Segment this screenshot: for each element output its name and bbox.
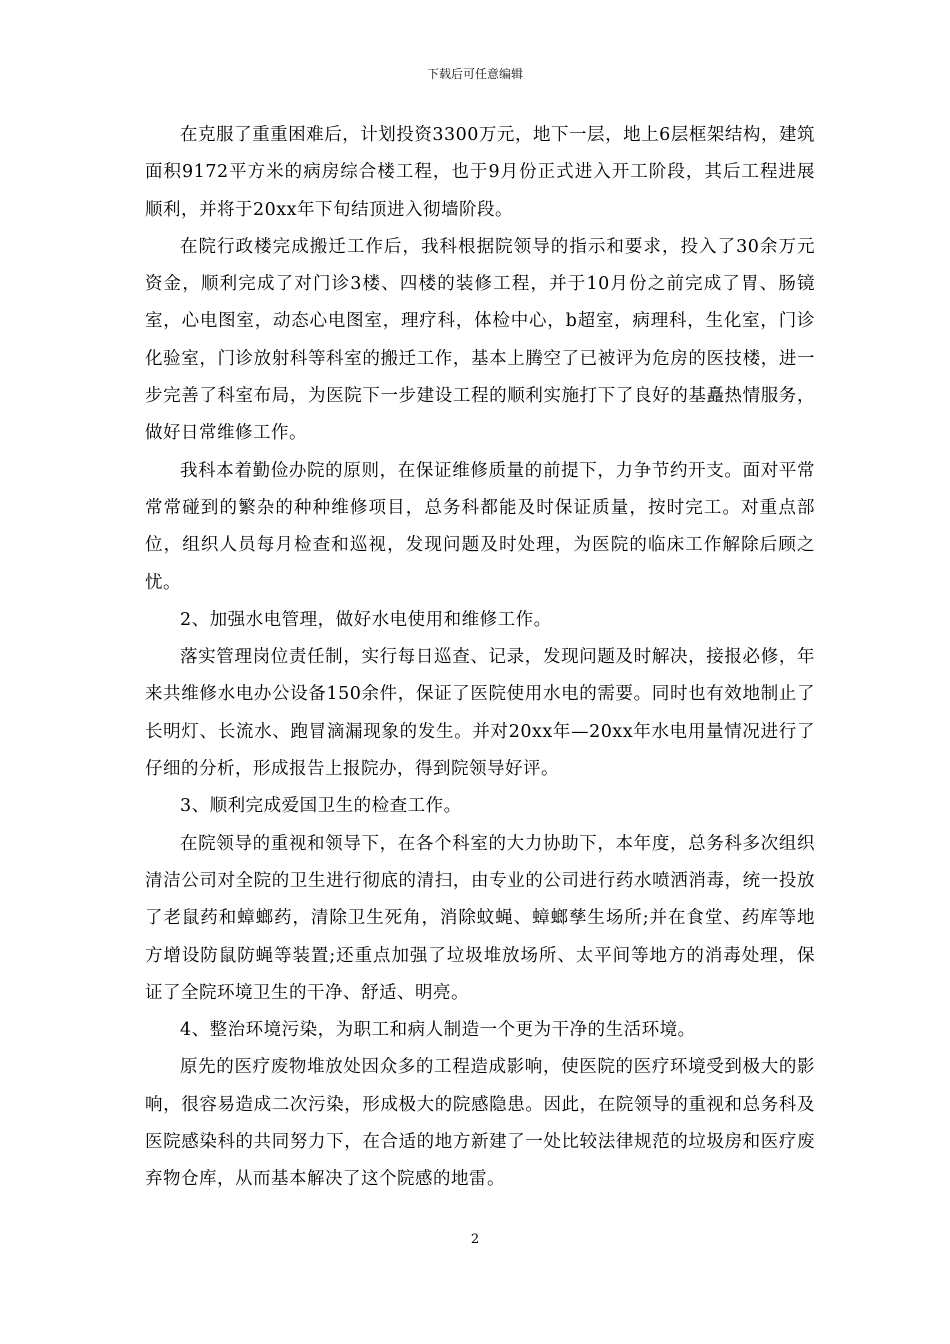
section-heading-4: 4、整治环境污染，为职工和病人制造一个更为干净的生活环境。 bbox=[180, 1020, 696, 1041]
paragraph-2: 在院行政楼完成搬迁工作后，我科根据院领导的指示和要求，投入了30余万元资金，顺利完成了对门诊3楼、四楼的装修工程，并于10月份之前完成了胃、肠镜室，心电图室，动态心电图室，理疗科，体检中心，b超室，病理科，生化室，门诊化验室，门诊放射科等科室的搬迁工作，基本上腾空了已被评为危房的医技楼，进一步完善了科室布局，为医院下一步建设工程的顺利实施打下了良好的基矗热情服务，做好日常维修工作。 bbox=[145, 236, 815, 444]
paragraph-5: 在院领导的重视和领导下，在各个科室的大力协助下，本年度，总务科多次组织清洁公司对全院的卫生进行彻底的清扫，由专业的公司进行药水喷洒消毒，统一投放了老鼠药和蟑螂药，清除卫生死角，消除蚊蝇、蟑螂孳生场所;并在食堂、药库等地方增设防鼠防蝇等装置;还重点加强了垃圾堆放场所、太平间等地方的消毒处理，保证了全院环境卫生的干净、舒适、明亮。 bbox=[145, 833, 815, 1003]
paragraph-6: 原先的医疗废物堆放处因众多的工程造成影响，使医院的医疗环境受到极大的影响，很容易造成二次污染，形成极大的院感隐患。因此，在院领导的重视和总务科及医院感染科的共同努力下，在合适的地方新建了一处比较法律规范的垃圾房和医疗废弃物仓库，从而基本解决了这个院感的地雷。 bbox=[145, 1057, 815, 1190]
paragraph-1: 在克服了重重困难后，计划投资3300万元，地下一层，地上6层框架结构，建筑面积9172平方米的病房综合楼工程，也于9月份正式进入开工阶段，其后工程进展顺利，并将于20xx年下旬结顶进入彻墙阶段。 bbox=[145, 125, 815, 220]
section-heading-2: 2、加强水电管理，做好水电使用和维修工作。 bbox=[180, 609, 552, 630]
paragraph-4: 落实管理岗位责任制，实行每日巡查、记录，发现问题及时解决，接报必修，年来共维修水电办公设备150余件，保证了医院使用水电的需要。同时也有效地制止了长明灯、长流水、跑冒滴漏现象的发生。并对20xx年—20xx年水电用量情况进行了仔细的分析，形成报告上报院办，得到院领导好评。 bbox=[145, 647, 815, 780]
paragraph-3: 我科本着勤俭办院的原则，在保证维修质量的前提下，力争节约开支。面对平常常常碰到的繁杂的种种维修项目，总务科都能及时保证质量，按时完工。对重点部位，组织人员每月检查和巡视，发现问题及时处理，为医院的临床工作解除后顾之忧。 bbox=[145, 460, 815, 593]
section-heading-3: 3、顺利完成爱国卫生的检查工作。 bbox=[180, 796, 462, 817]
page-number: 2 bbox=[470, 1232, 480, 1247]
document-body bbox=[145, 117, 815, 1199]
page-header: 下载后可任意编辑 bbox=[426, 67, 523, 81]
